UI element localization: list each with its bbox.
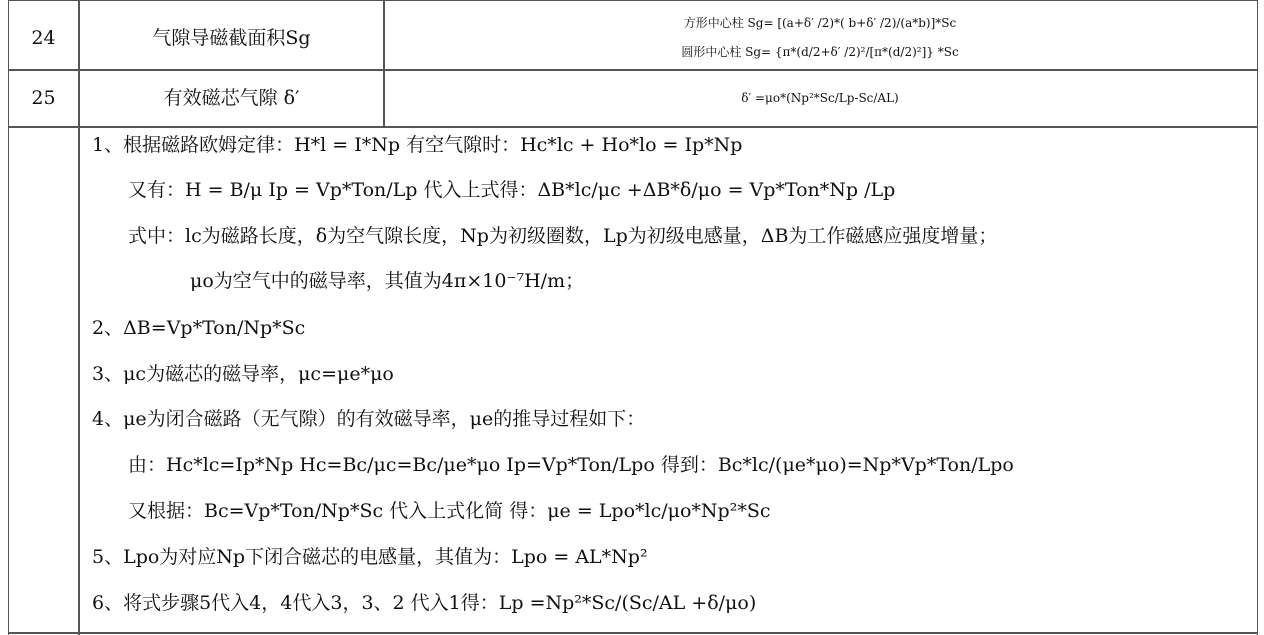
formula-round-center-pillar: 圆形中心柱 Sg= {π*(d/2+δ′ /2)²/[π*(d/2)²]} *Sc — [681, 45, 959, 59]
note-step-1-mu-o: μo为空气中的磁导率，其值为4π×10⁻⁷H/m； — [190, 270, 585, 292]
formula-effective-gap: δ′ =μo*(Np²*Sc/Lp-Sc/AL) — [741, 91, 899, 105]
note-step-3: 3、μc为磁芯的磁导率，μc=μe*μo — [92, 363, 394, 385]
table-border-bottom — [8, 632, 1258, 634]
note-step-1-definitions: 式中：lc为磁路长度，δ为空气隙长度，Np为初级圈数，Lp为初级电感量，ΔB为工作磁感应强度增量； — [128, 225, 998, 247]
note-step-1: 1、根据磁路欧姆定律：H*l = I*Np 有空气隙时：Hc*lc + Ho*lo = Ip*Np — [92, 134, 743, 156]
column-divider-item — [383, 0, 385, 128]
note-step-1-continued: 又有：H = B/μ Ip = Vp*Ton/Lp 代入上式得：ΔB*lc/μc +ΔB*δ/μo = Vp*Ton*Np /Lp — [128, 179, 896, 201]
row-item-label: 气隙导磁截面积Sg — [152, 27, 311, 49]
table-border-row2 — [8, 126, 1258, 128]
note-step-4: 4、μe为闭合磁路（无气隙）的有效磁导率，μe的推导过程如下： — [92, 408, 646, 430]
note-step-6: 6、将式步骤5代入4，4代入3，3、2 代入1得：Lp =Np²*Sc/(Sc/AL +δ/μo) — [92, 592, 757, 614]
row-number: 24 — [31, 27, 56, 49]
table-border-top — [8, 0, 1258, 1]
note-step-5: 5、Lpo为对应Np下闭合磁芯的电感量，其值为：Lpo = AL*Np² — [92, 546, 648, 568]
formula-square-center-pillar: 方形中心柱 Sg= [(a+δ′ /2)*( b+δ′ /2)/(a*b)]*Sc — [683, 16, 957, 30]
table-border-right — [1257, 0, 1258, 635]
note-step-4-derivation: 由：Hc*lc=Ip*Np Hc=Bc/μc=Bc/μe*μo Ip=Vp*Ton/Lpo 得到：Bc*lc/(μe*μo)=Np*Vp*Ton/Lpo — [128, 454, 1014, 476]
note-step-4-result: 又根据：Bc=Vp*Ton/Np*Sc 代入上式化简 得：μe = Lpo*lc/μo*Np²*Sc — [128, 500, 771, 522]
table-border-row1 — [8, 69, 1258, 71]
row-item-label: 有效磁芯气隙 δ′ — [163, 87, 300, 109]
note-step-2: 2、ΔB=Vp*Ton/Np*Sc — [92, 317, 306, 339]
row-number: 25 — [31, 87, 56, 109]
